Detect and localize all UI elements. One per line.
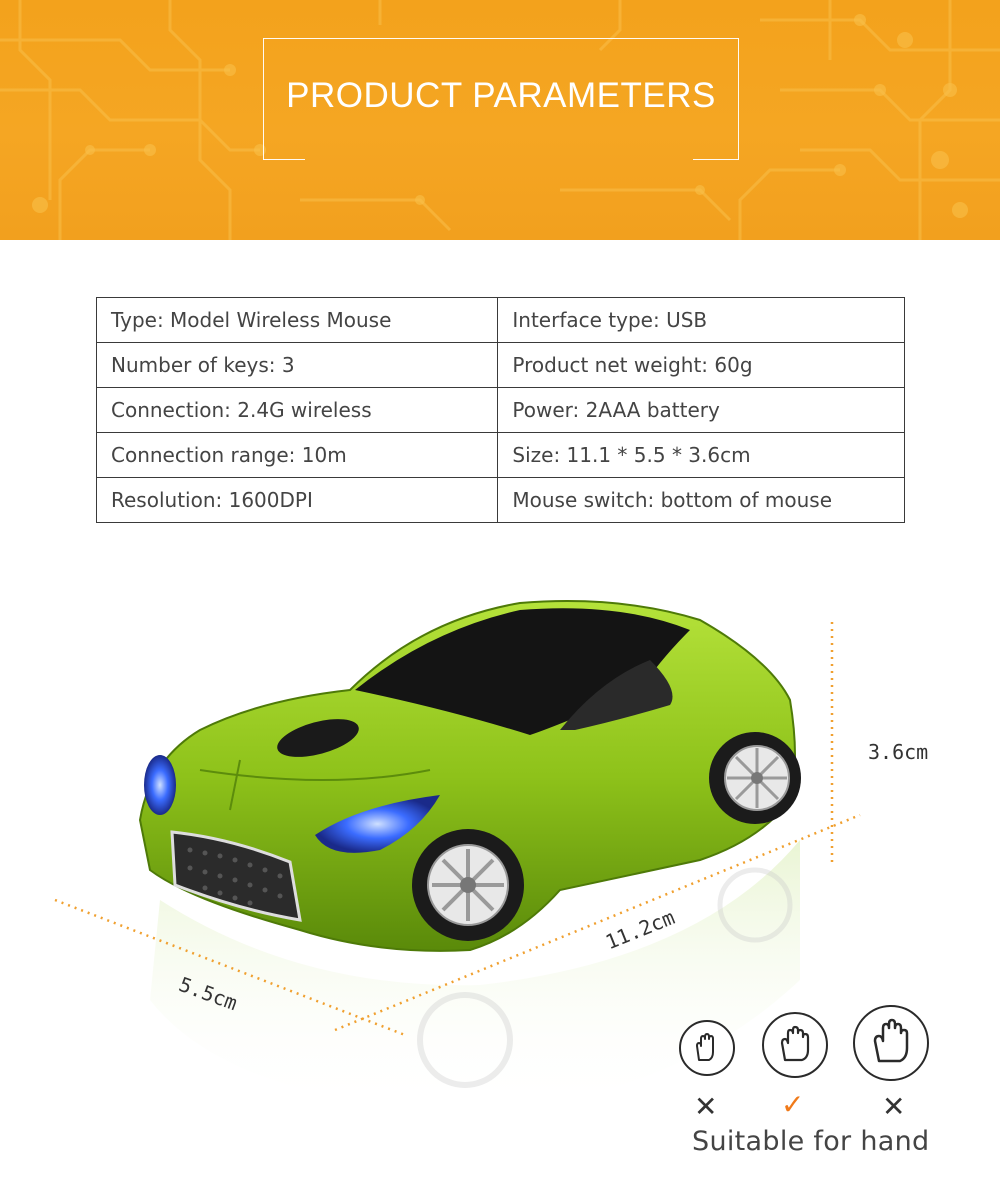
large-hand-icon bbox=[853, 1005, 929, 1081]
medium-hand-mark: ✓ bbox=[781, 1088, 805, 1121]
table-row bbox=[97, 343, 905, 388]
table-cell: Product net weight: 60g bbox=[498, 343, 905, 388]
table-cell: Connection: 2.4G wireless bbox=[97, 388, 498, 433]
table-row bbox=[97, 478, 905, 523]
table-row bbox=[97, 388, 905, 433]
table-row bbox=[97, 298, 905, 343]
table-cell: Resolution: 1600DPI bbox=[97, 478, 498, 523]
title-frame bbox=[263, 38, 739, 160]
small-hand-mark: ✕ bbox=[694, 1090, 718, 1123]
table-cell: Number of keys: 3 bbox=[97, 343, 498, 388]
table-cell: Interface type: USB bbox=[498, 298, 905, 343]
parameters-table bbox=[96, 297, 905, 523]
width-label: 5.5cm bbox=[175, 972, 241, 1016]
length-label: 11.2cm bbox=[602, 904, 678, 955]
hand-suitability-caption: Suitable for hand bbox=[692, 1126, 930, 1157]
table-row bbox=[97, 433, 905, 478]
header-banner bbox=[0, 0, 1000, 240]
table-cell: Connection range: 10m bbox=[97, 433, 498, 478]
table-cell: Type: Model Wireless Mouse bbox=[97, 298, 498, 343]
small-hand-icon bbox=[679, 1020, 735, 1076]
car-mouse-image bbox=[0, 560, 1000, 1197]
table-cell: Mouse switch: bottom of mouse bbox=[498, 478, 905, 523]
page-title: PRODUCT PARAMETERS bbox=[286, 76, 716, 115]
table-cell: Power: 2AAA battery bbox=[498, 388, 905, 433]
table-cell: Size: 11.1 * 5.5 * 3.6cm bbox=[498, 433, 905, 478]
height-label: 3.6cm bbox=[868, 740, 929, 764]
large-hand-mark: ✕ bbox=[882, 1090, 906, 1123]
medium-hand-icon bbox=[762, 1012, 828, 1078]
